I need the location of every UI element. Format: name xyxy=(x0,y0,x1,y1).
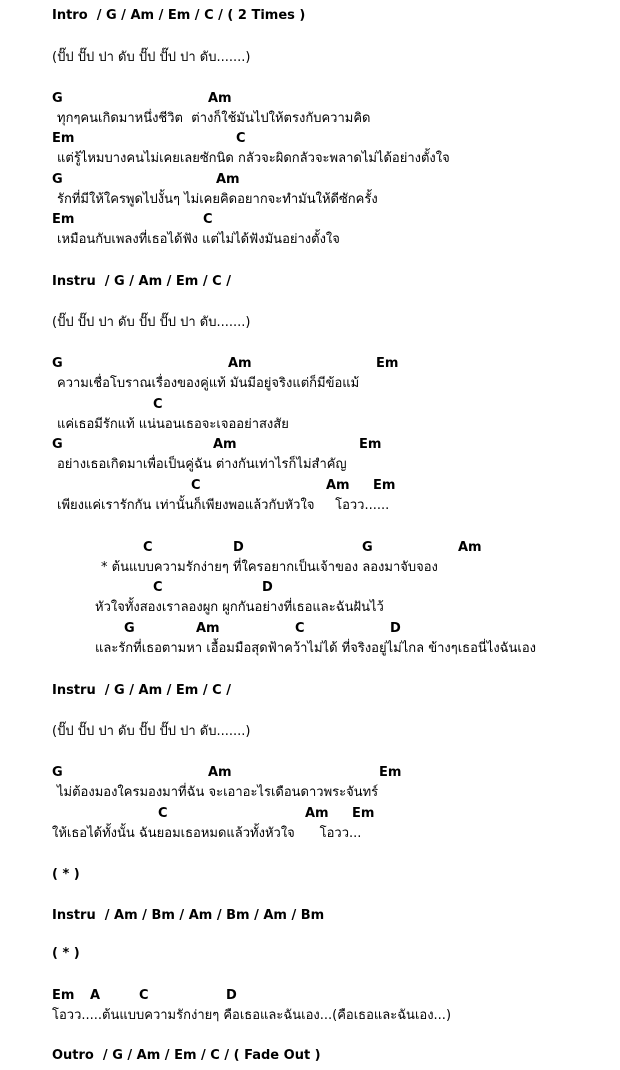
chord: Em xyxy=(352,806,375,821)
instru-line: Instru / G / Am / Em / C / xyxy=(52,683,231,698)
chord: Em xyxy=(52,131,75,146)
chord: Em xyxy=(52,212,75,227)
lyric-line: รักที่มีให้ใครพูดไปงั้นๆ ไม่เคยคิดอยากจะทำมันให้ดีซักครั้ง xyxy=(57,192,378,207)
chord: G xyxy=(52,91,63,106)
chord: C xyxy=(191,478,201,493)
chord: D xyxy=(390,621,401,636)
chord: Am xyxy=(208,765,232,780)
hook-line: (ปั๊ป ปั๊ป ปา ดับ ปั๊ป ปั๊ป ปา ดับ.......) xyxy=(52,315,251,330)
instru-line: Instru / G / Am / Em / C / xyxy=(52,274,231,289)
hook-line: (ปั๊ป ปั๊ป ปา ดับ ปั๊ป ปั๊ป ปา ดับ.......) xyxy=(52,724,251,739)
chorus-repeat-marker: ( * ) xyxy=(52,946,80,961)
chord: Am xyxy=(326,478,350,493)
lyric-line: ให้เธอได้ทั้งนั้น ฉันยอมเธอหมดแล้วทั้งหัวใจ โอวว... xyxy=(52,826,362,841)
chord: Em xyxy=(52,988,75,1003)
chord: C xyxy=(139,988,149,1003)
lyric-line: * ต้นแบบความรักง่ายๆ ที่ใครอยากเป็นเจ้าของ ลองมาจับจอง xyxy=(101,560,438,575)
lyric-line: แค่เธอมีรักแท้ แน่นอนเธอจะเจออย่าสงสัย xyxy=(57,417,289,432)
chord: C xyxy=(295,621,305,636)
lyric-line: แต่รู้ไหมบางคนไม่เคยเลยซักนิด กลัวจะผิดกลัวจะพลาดไม่ได้อย่างตั้งใจ xyxy=(57,151,450,166)
chord: Am xyxy=(228,356,252,371)
chord: C xyxy=(158,806,168,821)
lyric-line: อย่างเธอเกิดมาเพื่อเป็นคู่ฉัน ต่างกันเท่าไรก็ไม่สำคัญ xyxy=(57,457,347,472)
chord: C xyxy=(153,580,163,595)
chord: Am xyxy=(196,621,220,636)
lyric-line: หัวใจทั้งสองเราลองผูก ผูกกันอย่างที่เธอและฉันฝันไว้ xyxy=(95,600,384,615)
chord: C xyxy=(236,131,246,146)
lyric-line: โอวว.....ต้นแบบความรักง่ายๆ คือเธอและฉันเอง...(คือเธอและฉันเอง...) xyxy=(52,1008,452,1023)
chord: C xyxy=(143,540,153,555)
lyric-line: เพียงแค่เรารักกัน เท่านั้นก็เพียงพอแล้วกับหัวใจ โอวว...... xyxy=(57,498,390,513)
chord: Em xyxy=(376,356,399,371)
intro-line: Intro / G / Am / Em / C / ( 2 Times ) xyxy=(52,8,306,23)
chord: D xyxy=(233,540,244,555)
chord: G xyxy=(124,621,135,636)
lyric-line: และรักที่เธอตามหา เอื้อมมือสุดฟ้าคว้าไม่ได้ ที่จริงอยู่ไม่ไกล ข้างๆเธอนี่ไงฉันเอง xyxy=(95,641,537,656)
hook-line: (ปั๊ป ปั๊ป ปา ดับ ปั๊ป ปั๊ป ปา ดับ.......) xyxy=(52,50,251,65)
chord: Am xyxy=(305,806,329,821)
chord: G xyxy=(52,437,63,452)
chord: Em xyxy=(359,437,382,452)
instru-line: Instru / Am / Bm / Am / Bm / Am / Bm xyxy=(52,908,325,923)
chord: Am xyxy=(216,172,240,187)
chord: C xyxy=(153,397,163,412)
outro-line: Outro / G / Am / Em / C / ( Fade Out ) xyxy=(52,1048,321,1063)
chord: D xyxy=(262,580,273,595)
lyric-line: ไม่ต้องมองใครมองมาที่ฉัน จะเอาอะไรเดือนดาวพระจันทร์ xyxy=(57,785,379,800)
chorus-repeat-marker: ( * ) xyxy=(52,867,80,882)
chord: G xyxy=(52,765,63,780)
chord: G xyxy=(362,540,373,555)
lyric-line: เหมือนกับเพลงที่เธอได้ฟัง แต่ไม่ได้ฟังมันอย่างตั้งใจ xyxy=(57,232,340,247)
chord: Am xyxy=(208,91,232,106)
chord: Am xyxy=(458,540,482,555)
chord: D xyxy=(226,988,237,1003)
chord: G xyxy=(52,172,63,187)
chord: A xyxy=(90,988,101,1003)
chord: C xyxy=(203,212,213,227)
chord: Em xyxy=(379,765,402,780)
chord: Am xyxy=(213,437,237,452)
lyric-line: ทุกๆคนเกิดมาหนึ่งชีวิต ต่างก็ใช้มันไปให้ตรงกับความคิด xyxy=(57,111,371,126)
chord: G xyxy=(52,356,63,371)
chord: Em xyxy=(373,478,396,493)
lyric-line: ความเชื่อโบราณเรื่องของคู่แท้ มันมีอยู่จริงแต่ก็มีข้อแม้ xyxy=(57,376,360,391)
